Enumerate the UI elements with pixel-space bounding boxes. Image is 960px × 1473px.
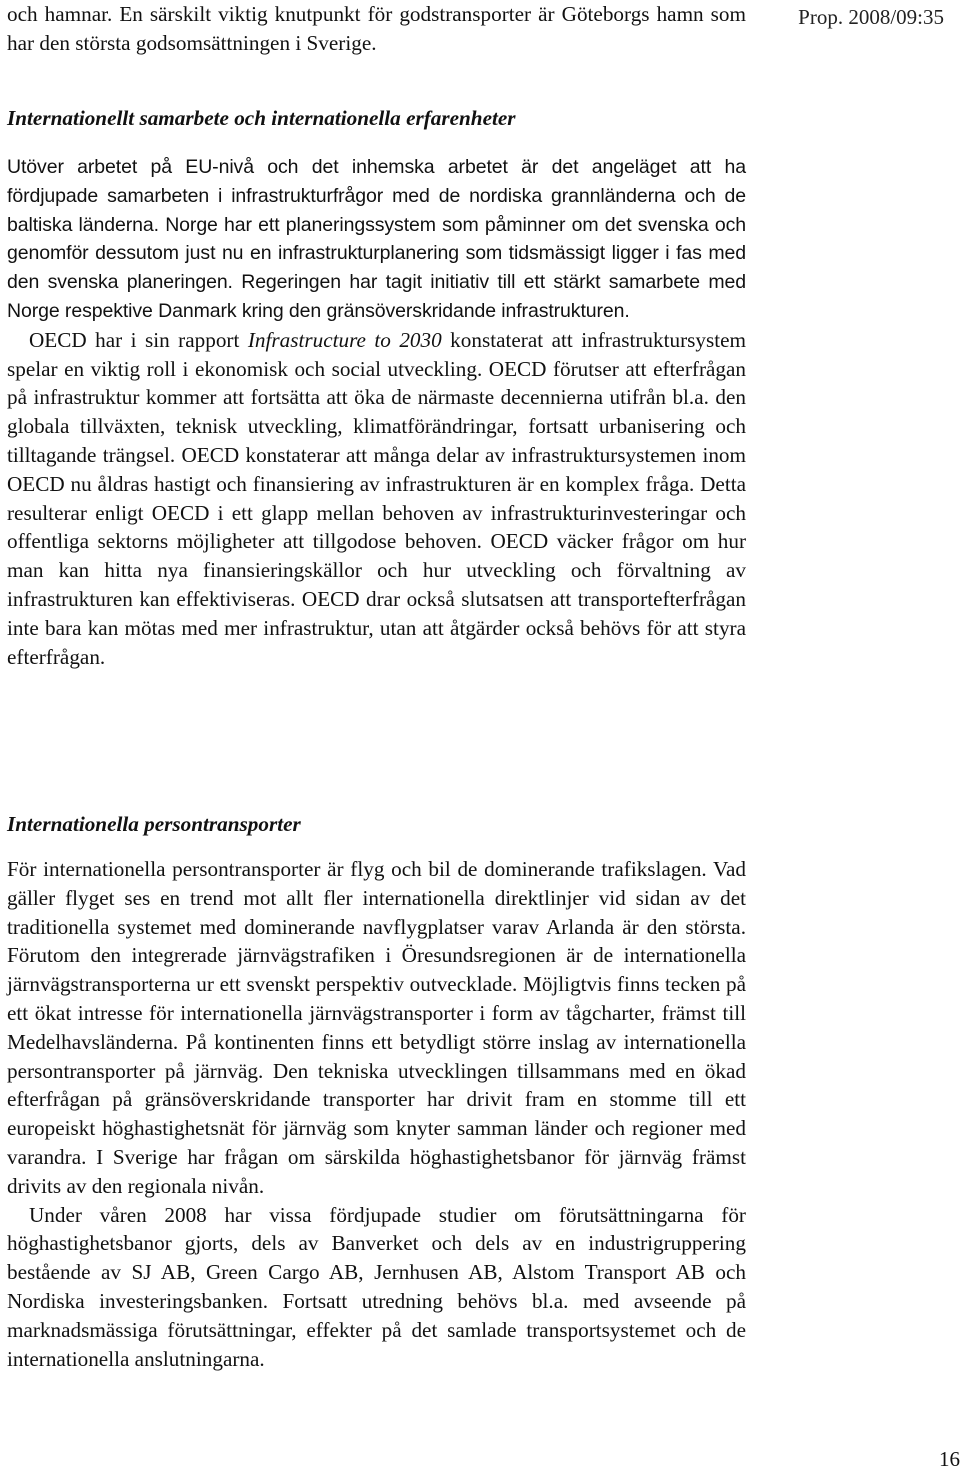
paragraph-text: konstaterat att infrastruktursystem spelar en viktig roll i ekonomisk och social utveckling. OECD förutser att efterfrågan på infrastruktur kommer att fortsätta att öka de närmaste decennierna utifrån bl.a. den globala tillväxten, teknisk utveckling, klimatförändringar, fortsatt urbanisering och tilltagande trängsel. OECD konstaterar att många delar av infrastruktursystemen inom OECD nu åldras hastigt och finansiering av infrastrukturen är en komplex fråga. Detta resulterar enligt OECD i ett glapp mellan behoven av infrastrukturinvesteringar och offentliga sektorns möjligheter att tillgodose behoven. OECD väcker frågor om hur man kan hitta nya finansieringskällor och hur utveckling och förvaltning av infrastrukturen kan effektiviseras. OECD drar också slutsatsen att transportefterfrågan inte bara kan mötas med mer infrastruktur, utan att åtgärder också behövs för att styra efterfrågan. [7, 327, 746, 669]
body-paragraph: Utöver arbetet på EU-nivå och det inhemska arbetet är det angeläget att ha fördjupade samarbeten i infrastrukturfrågor med de nordiska grannländerna och de baltiska länderna. Norge har ett planeringssystem som påminner om det svenska och genomför dessutom just nu en infrastrukturplanering som tidsmässigt ligger i fas med den svenska planeringen. Regeringen har tagit initiativ till ett stärkt samarbete med Norge respektive Danmark kring den gränsöverskridande infrastrukturen. [7, 156, 746, 322]
page-number: 16 [939, 1447, 960, 1471]
section-heading: Internationellt samarbete och internationella erfarenheter [7, 106, 516, 130]
body-paragraph: För internationella persontransporter är flyg och bil de dominerande trafikslagen. Vad gäller flyget ses en trend mot allt fler internationella direktlinjer vid sidan av det traditionella systemet med dominerande navflygplatser varav Arlanda är den största. Förutom den integrerade järnvägstrafiken i Öresundsregionen är de internationella järnvägstransporterna ur ett svenskt perspektiv outvecklade. Möjligtvis finns tecken på ett ökat intresse för internationella järnvägstransporter i form av tågcharter, främst till Medelhavsländerna. På kontinenten finns ett betydligt större inslag av internationella persontransporter på järnväg. Den tekniska utvecklingen tillsammans med en ökad efterfrågan på gränsöverskridande transporter har drivit fram en stomme till ett europeiskt höghastighetsnät för järnväg som knyter samman länder och regioner med varandra. I Sverige har frågan om särskilda höghastighetsbanor för järnväg främst drivits av den regionala nivån. [7, 857, 746, 1198]
body-paragraph [7, 326, 746, 672]
lead-paragraph: och hamnar. En särskilt viktig knutpunkt för godstransporter är Göteborgs hamn som har den största godsomsättningen i Sverige. [7, 2, 746, 55]
report-title: Infrastructure to 2030 [247, 327, 442, 352]
section-heading: Internationella persontransporter [7, 812, 301, 836]
proposition-reference: Prop. 2008/09:35 [798, 5, 944, 29]
lead-block [7, 0, 746, 58]
body-paragraph: Under våren 2008 har vissa fördjupade studier om förutsättningarna för höghastighetsbanor gjorts, dels av Banverket och dels av en industrigruppering bestående av SJ AB, Green Cargo AB, Jernhusen AB, Alstom Transport AB och Nordiska investeringsbanken. Fortsatt utredning behövs bl.a. med avseende på marknadsmässiga förutsättningar, effekter på det samlade transportsystemet och de internationella anslutningarna. [7, 1202, 746, 1371]
section-international-cooperation-body [7, 153, 746, 671]
paragraph-text: OECD har i sin rapport [29, 327, 248, 352]
section-passenger-transport-heading-block [7, 810, 746, 839]
section-passenger-transport-body [7, 855, 746, 1373]
section-international-cooperation-heading-block [7, 104, 746, 133]
